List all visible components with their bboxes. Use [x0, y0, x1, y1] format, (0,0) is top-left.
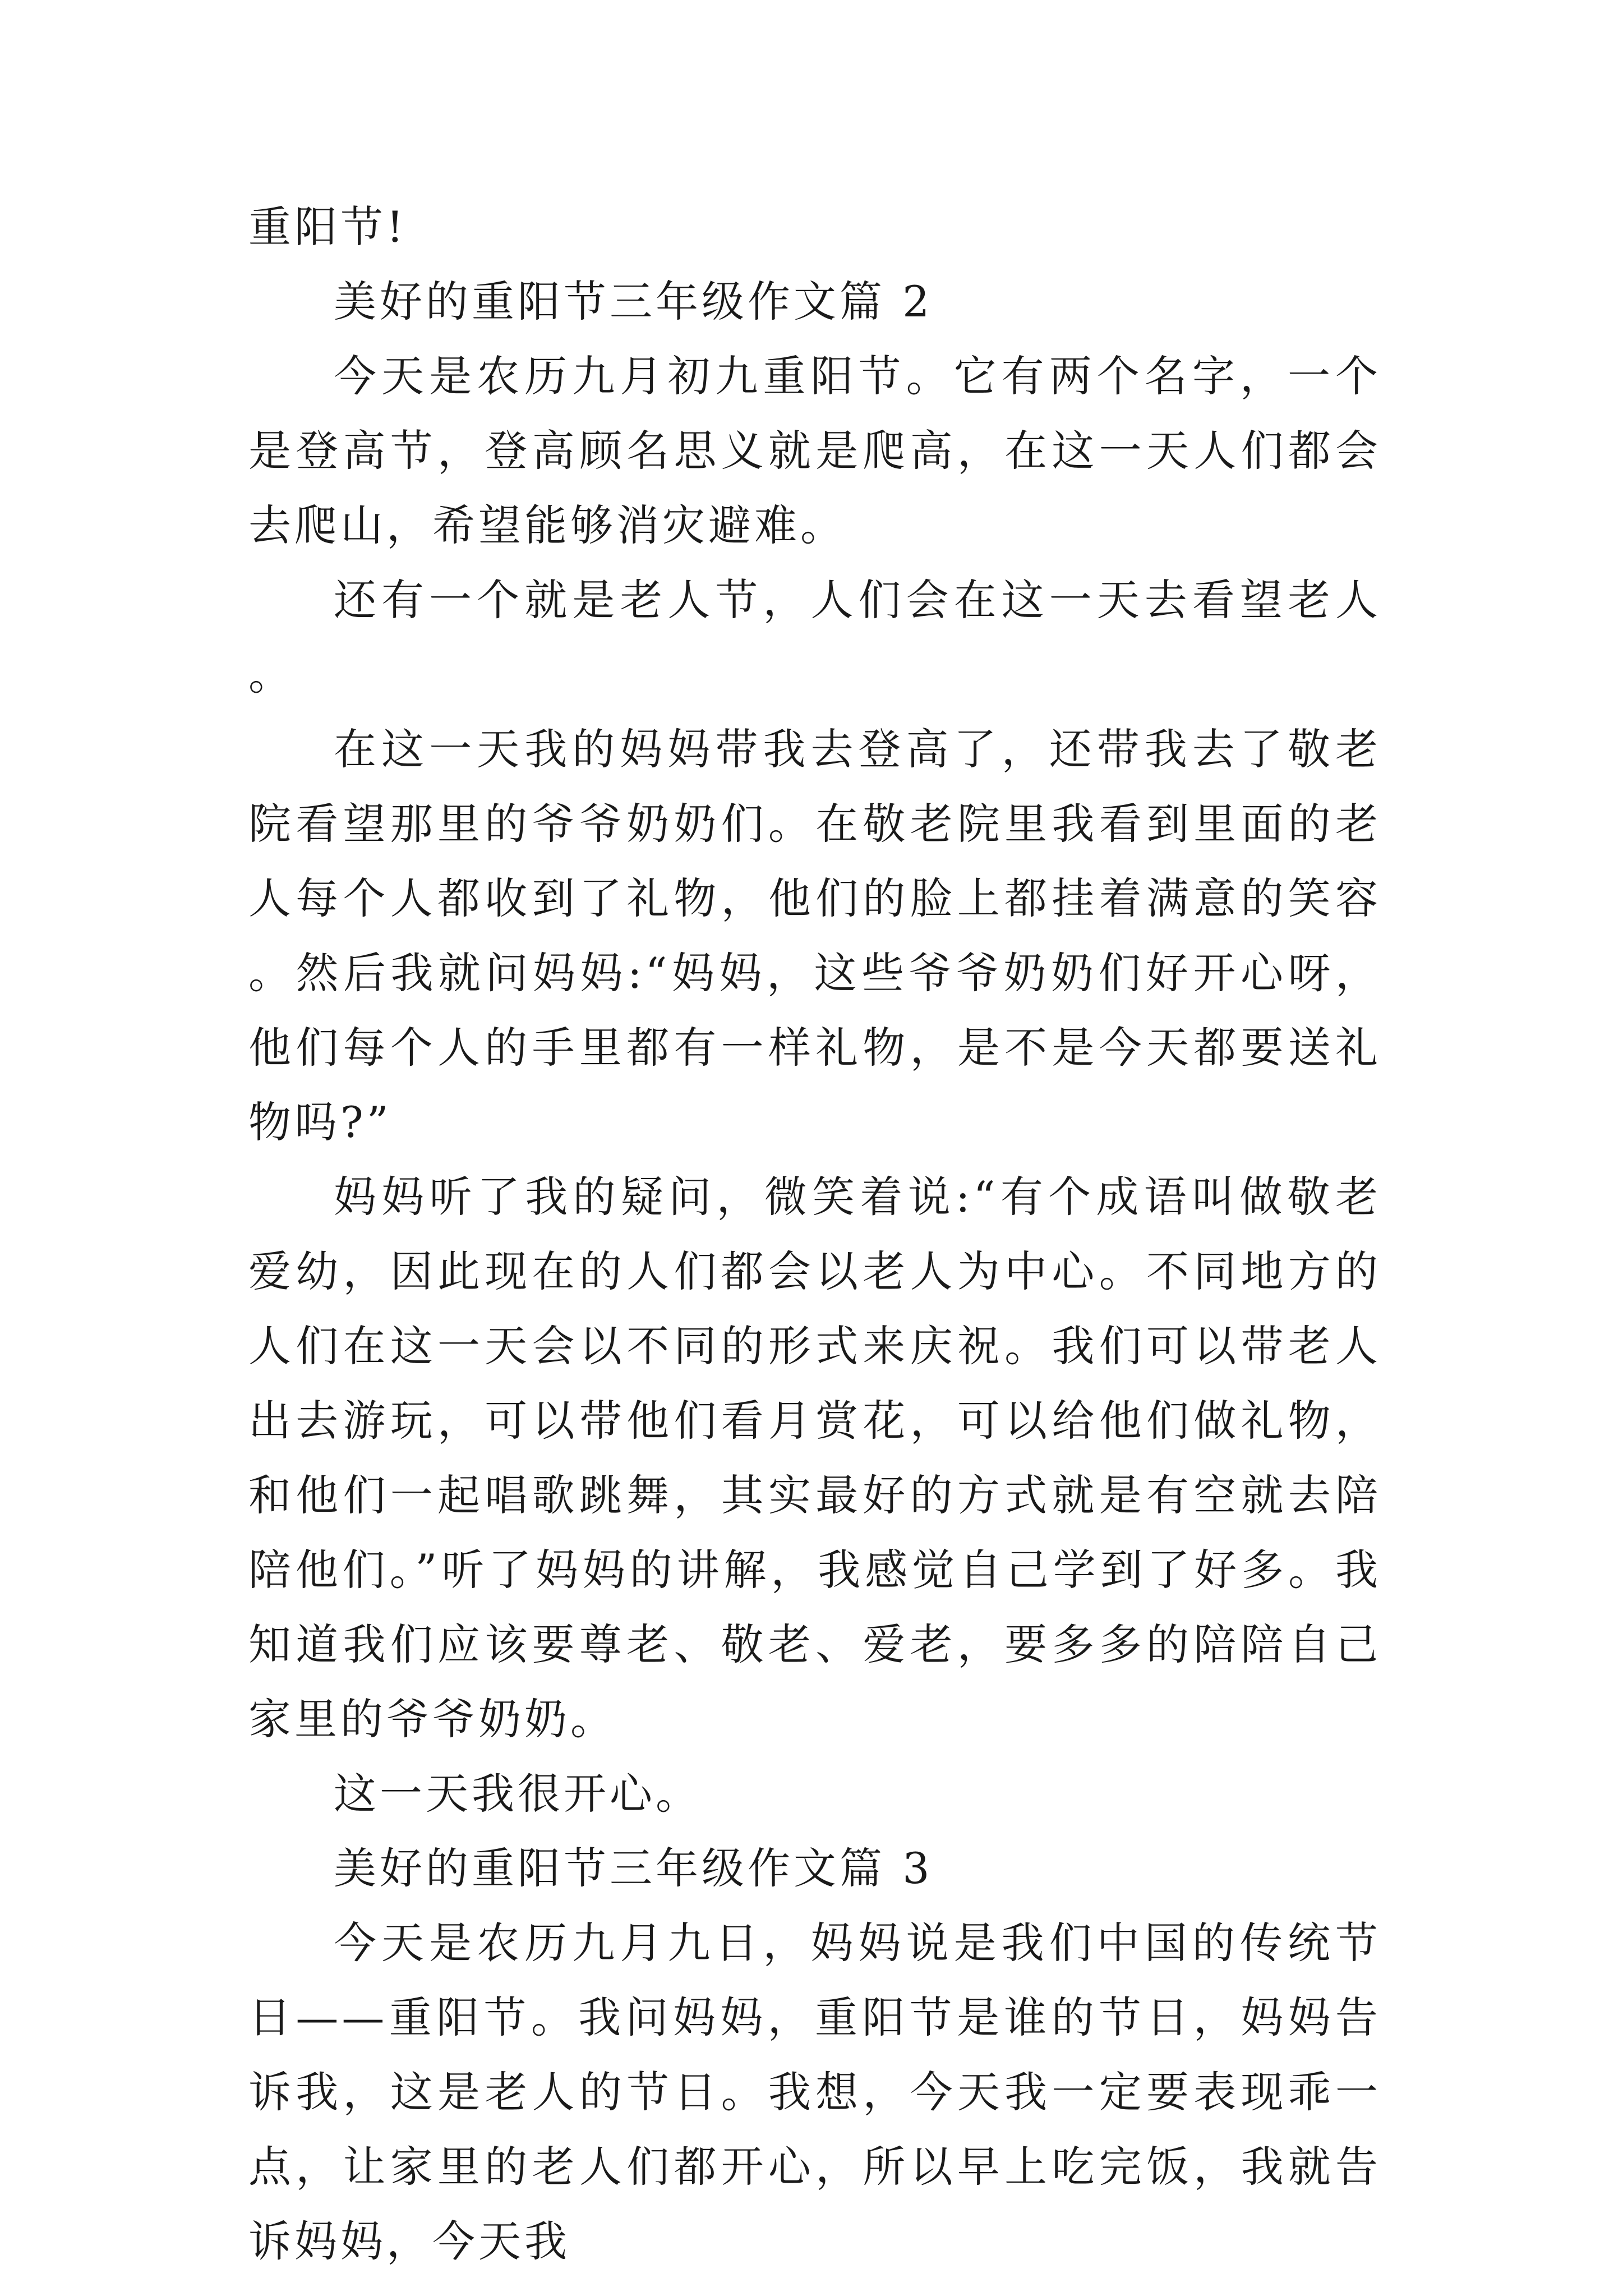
- paragraph: 在这一天我的妈妈带我去登高了，还带我去了敬老院看望那里的爷爷奶奶们。在敬老院里我看到里面的老人每个人都收到了礼物，他们的脸上都挂着满意的笑容。然后我就问妈妈:“妈妈，这些爷爷奶奶们好开心呀，他们每个人的手里都有一样礼物，是不是今天都要送礼物吗?”: [248, 724, 1381, 1147]
- section-heading-3: 美好的重阳节三年级作文篇 3: [334, 1843, 933, 1893]
- paragraph: 还有一个就是老人节，人们会在这一天去看望老人。: [248, 575, 1381, 700]
- section-heading-2: 美好的重阳节三年级作文篇 2: [334, 277, 933, 326]
- paragraph: 今天是农历九月初九重阳节。它有两个名字，一个是登高节，登高顾名思义就是爬高，在这一天人们都会去爬山，希望能够消灾避难。: [248, 351, 1381, 550]
- paragraph: 今天是农历九月九日，妈妈说是我们中国的传统节日——重阳节。我问妈妈，重阳节是谁的节日，妈妈告诉我，这是老人的节日。我想，今天我一定要表现乖一点，让家里的老人们都开心，所以早上吃完饭，我就告诉妈妈，今天我: [248, 1918, 1381, 2266]
- paragraph: 妈妈听了我的疑问，微笑着说:“有个成语叫做敬老爱幼，因此现在的人们都会以老人为中心。不同地方的人们在这一天会以不同的形式来庆祝。我们可以带老人出去游玩，可以带他们看月赏花，可以给他们做礼物，和他们一起唱歌跳舞，其实最好的方式就是有空就去陪陪他们。”听了妈妈的讲解，我感觉自己学到了好多。我知道我们应该要尊老、敬老、爱老，要多多的陪陪自己家里的爷爷奶奶。: [248, 1172, 1381, 1744]
- document-body: [248, 190, 1381, 2279]
- paragraph-continuation: 重阳节!: [248, 202, 407, 252]
- paragraph: 这一天我很开心。: [334, 1769, 702, 1819]
